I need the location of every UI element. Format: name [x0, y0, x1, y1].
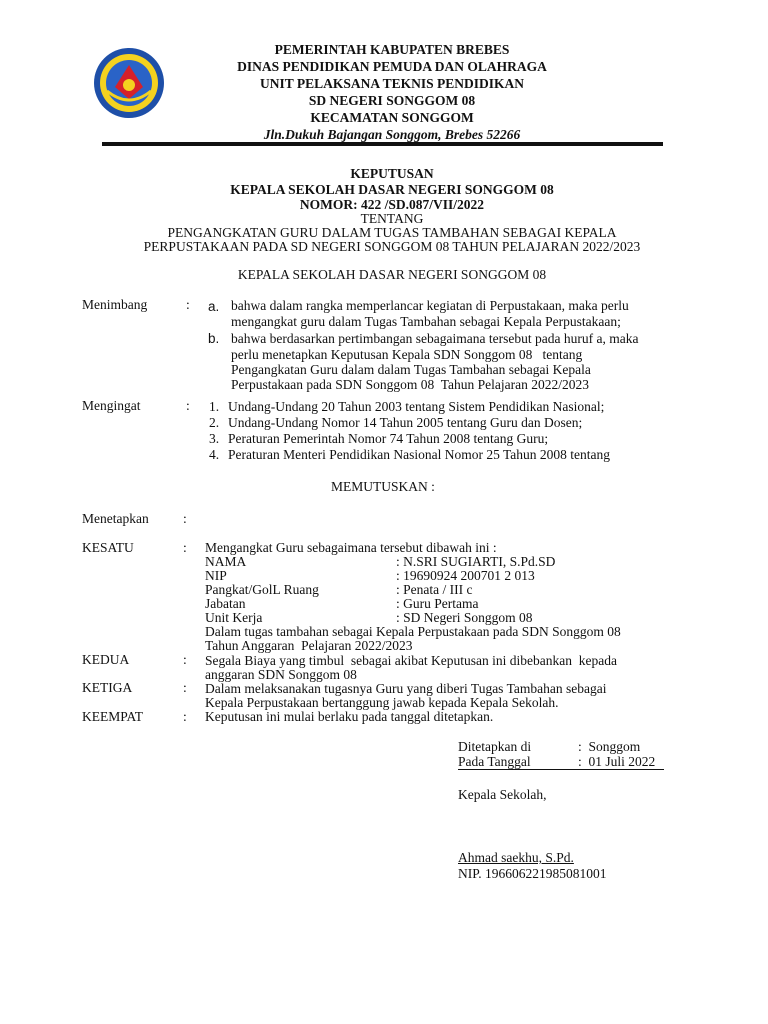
kesatu-label: KESATU	[82, 540, 134, 555]
menetapkan-label: Menetapkan	[82, 511, 149, 526]
field-value-pangkat: : Penata / III c	[396, 582, 473, 597]
mengingat-item-2: Undang-Undang Nomor 14 Tahun 2005 tentang Guru dan Dosen;	[228, 415, 583, 430]
signature-nip: NIP. 196606221985081001	[458, 866, 607, 881]
mengingat-marker-2: 2.	[209, 415, 220, 430]
mengingat-colon: :	[186, 398, 190, 413]
menimbang-b-line-4: Perpustakaan pada SDN Songgom 08 Tahun Pelajaran 2022/2023	[231, 377, 590, 392]
kop-line-4: SD NEGERI SONGGOM 08	[308, 93, 476, 108]
header-rule	[102, 142, 663, 146]
title-keputusan: KEPUTUSAN	[350, 166, 434, 181]
kesatu-closing-1: Dalam tugas tambahan sebagai Kepala Perpustakaan pada SDN Songgom 08	[205, 624, 621, 639]
keempat-colon: :	[183, 709, 187, 724]
field-key-nama: NAMA	[205, 554, 247, 569]
menimbang-marker-b: b.	[208, 331, 220, 346]
ketiga-line-2: Kepala Perpustakaan bertanggung jawab kepada Kepala Sekolah.	[205, 695, 559, 710]
mengingat-item-3: Peraturan Pemerintah Nomor 74 Tahun 2008 tentang Guru;	[228, 431, 549, 446]
ketiga-colon: :	[183, 680, 187, 695]
mengingat-item-4: Peraturan Menteri Pendidikan Nasional Nomor 25 Tahun 2008 tentang	[228, 447, 610, 462]
kedua-colon: :	[183, 652, 187, 667]
keempat-label: KEEMPAT	[82, 709, 144, 724]
menimbang-a-line-1: bahwa dalam rangka memperlancar kegiatan di Perpustakaan, maka perlu	[231, 298, 629, 313]
mengingat-item-1: Undang-Undang 20 Tahun 2003 tentang Sistem Pendidikan Nasional;	[228, 399, 605, 414]
mengingat-marker-1: 1.	[209, 399, 220, 414]
menimbang-b-line-2: perlu menetapkan Keputusan Kepala SDN Songgom 08 tentang	[231, 347, 583, 362]
kesatu-closing-2: Tahun Anggaran Pelajaran 2022/2023	[205, 638, 413, 653]
title-nomor: NOMOR: 422 /SD.087/VII/2022	[299, 197, 485, 212]
field-key-pangkat: Pangkat/GolL Ruang	[205, 582, 319, 597]
menimbang-label: Menimbang	[82, 297, 148, 312]
signature-name: Ahmad saekhu, S.Pd.	[458, 850, 574, 865]
mengingat-label: Mengingat	[82, 398, 141, 413]
title-kepala: KEPALA SEKOLAH DASAR NEGERI SONGGOM 08	[230, 182, 554, 197]
ketiga-line-1: Dalam melaksanakan tugasnya Guru yang diberi Tugas Tambahan sebagai	[205, 681, 607, 696]
menimbang-colon: :	[186, 297, 190, 312]
menimbang-b-line-3: Pengangkatan Guru dalam dalam Tugas Tambahan sebagai Kepala	[231, 362, 591, 377]
title-tentang: TENTANG	[360, 211, 424, 226]
field-value-nama: : N.SRI SUGIARTI, S.Pd.SD	[396, 554, 556, 569]
menimbang-a-line-2: mengangkat guru dalam Tugas Tambahan sebagai Kepala Perpustakaan;	[231, 314, 621, 329]
memutuskan-heading: MEMUTUSKAN :	[331, 479, 435, 494]
field-value-jabatan: : Guru Pertama	[396, 596, 479, 611]
kesatu-intro: Mengangkat Guru sebagaimana tersebut dibawah ini :	[205, 540, 497, 555]
ketiga-label: KETIGA	[82, 680, 133, 695]
tanggal-value: : 01 Juli 2022	[578, 754, 664, 770]
kedua-line-2: anggaran SDN Songgom 08	[205, 667, 357, 682]
title-subject-2: PERPUSTAKAAN PADA SD NEGERI SONGGOM 08 TAHUN PELAJARAN 2022/2023	[143, 239, 641, 254]
kop-line-3: UNIT PELAKSANA TEKNIS PENDIDIKAN	[260, 76, 524, 91]
signature-role: Kepala Sekolah,	[458, 787, 547, 802]
ditetapkan-value: : Songgom	[578, 739, 641, 754]
field-key-jabatan: Jabatan	[205, 596, 246, 611]
field-key-unit-kerja: Unit Kerja	[205, 610, 263, 625]
kesatu-colon: :	[183, 540, 187, 555]
kop-address: Jln.Dukuh Bajangan Songgom, Brebes 52266	[263, 127, 521, 142]
tanggal-label: Pada Tanggal	[458, 754, 579, 770]
kop-line-1: PEMERINTAH KABUPATEN BREBES	[274, 42, 510, 57]
title-subject-1: PENGANGKATAN GURU DALAM TUGAS TAMBAHAN SEBAGAI KEPALA	[167, 225, 617, 240]
menimbang-b-line-1: bahwa berdasarkan pertimbangan sebagaimana tersebut pada huruf a, maka	[231, 331, 639, 346]
kop-line-5: KECAMATAN SONGGOM	[310, 110, 474, 125]
field-value-nip: : 19690924 200701 2 013	[396, 568, 535, 583]
kop-line-2: DINAS PENDIDIKAN PEMUDA DAN OLAHRAGA	[237, 59, 547, 74]
kedua-line-1: Segala Biaya yang timbul sebagai akibat Keputusan ini dibebankan kepada	[205, 653, 618, 668]
keempat-line-1: Keputusan ini mulai berlaku pada tanggal ditetapkan.	[205, 709, 494, 724]
field-key-nip: NIP	[205, 568, 227, 583]
mengingat-marker-4: 4.	[209, 447, 220, 462]
mengingat-marker-3: 3.	[209, 431, 220, 446]
menetapkan-colon: :	[183, 511, 187, 526]
ditetapkan-label: Ditetapkan di	[458, 739, 532, 754]
kedua-label: KEDUA	[82, 652, 130, 667]
field-value-unit-kerja: : SD Negeri Songgom 08	[396, 610, 533, 625]
title-authority: KEPALA SEKOLAH DASAR NEGERI SONGGOM 08	[237, 267, 547, 282]
menimbang-marker-a: a.	[208, 299, 220, 314]
